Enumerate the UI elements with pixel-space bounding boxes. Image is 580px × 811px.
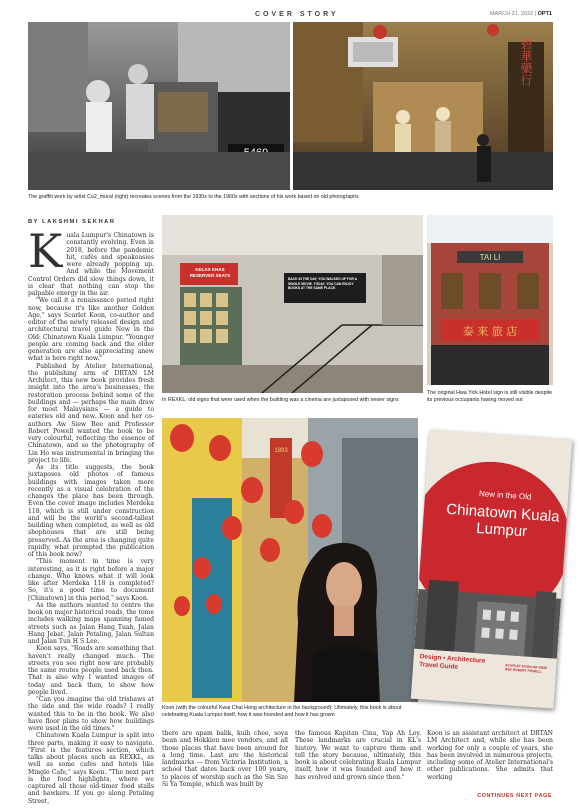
issue-date: MARCH 21, 2022 | OPT1 xyxy=(490,11,552,17)
article-column-2 xyxy=(162,730,288,788)
reserved-seats-sign: KELAS KHAS RESERVED SEATS xyxy=(189,267,231,278)
caption-top-photos: The graffiti work by artist Co2_mural (right) recreates scenes from the 1930s to the 1960s with sections of his work based on old photographs xyxy=(28,194,359,200)
paragraph: As the authors wanted to centre the book on major historical roads, the tome includes walking maps spanning famed streets such as Jalan Hang Tuah, Jalan Hang Jebat, Jalan Petaling, Jalan Sultan and Jalan Tun H S Lee. xyxy=(28,601,154,645)
paragraph: "We call it a renaissance period right now, because it's like another Golden Age," says Scarlet Koon, co-author and editor of the newly released design and architectural travel guide New in the Old: Chinatown Kuala Lumpur. "Younger people are coming back and the older generation are also appreciating anew what is here right now." xyxy=(28,297,154,363)
photo-koon-portrait xyxy=(162,418,418,702)
book-tagline: Design • Architecture Travel Guide xyxy=(418,653,486,671)
page-number: OPT1 xyxy=(537,11,552,17)
photo-rexkl-image xyxy=(162,215,423,393)
book-cover xyxy=(411,429,572,708)
paragraph: "This moment in time is very interesting, as it is right before a major change. Who knows what it will look like after Merdeka 118 is completed? So, it's a good time to document [Chinatown] in this period," says Koon. xyxy=(28,558,154,602)
paragraph: Koon says, "Roads are something that haven't really changed much. The streets you see right now are probably the same routes people used back then. That is also why I wanted images of today and back then, to show how people lived. xyxy=(28,645,154,696)
photo-hwa-yick-hotel xyxy=(427,215,553,385)
paragraph-text: uala Lumpur's Chinatown is constantly evolving. Even in 2018, before the pandemic hit, cafés and speakeasies were already popping up. And while the Movement Control Orders did slow things down, it is clear that nothing can stop the palpable energy in the air. xyxy=(28,232,154,297)
caption-hotel: The original Hwa Yick Hotel sign is still visible despite its previous occupants having moved out xyxy=(427,390,553,403)
caption-rexkl: In REXKL, old signs that were used when the building was a cinema are juxtaposed with newer signs xyxy=(162,397,399,403)
book-authors: SCARLET KOON AW SIEW BEE ROBERT POWELL xyxy=(504,663,548,674)
book-subtitle: New in the Old xyxy=(478,488,532,502)
continues-next-page: CONTINUES NEXT PAGE xyxy=(477,793,552,799)
paragraph: the famous Kapitan Cina, Yap Ah Loy. These landmarks are crucial in KL's history. We want to capture them and tell the story because, ultimately, this book is about celebrating Kuala Lumpur itself, how it was founded and how it has evolved and grown since then." xyxy=(295,730,421,781)
paragraph: there are apam balik, kuih chee, soya bean and Hokkien mee vendors, and all those places that have been around for a long time. Last are the historical landmarks — from Victoria Institution, a school that dates back over 100 years, to places of worship such as the Sin Sze Si Ya Temple, which was built by xyxy=(162,730,288,788)
photo-hotel-image xyxy=(427,215,553,385)
date-text: MARCH 21, 2022 xyxy=(490,11,534,17)
article-column-3 xyxy=(295,730,421,781)
cinema-history-sign: BACK IN THE DAY, YOU WALKED UP FOR A SINGLE MOVIE. TODAY, YOU CAN ENJOY BOOKS AT THE SAME PLACE. xyxy=(288,277,357,291)
photo-bw-street-image xyxy=(28,22,290,190)
book-title: Chinatown Kuala Lumpur xyxy=(445,500,561,541)
article-column-1 xyxy=(28,224,154,805)
photo-bw-street xyxy=(28,22,290,190)
paragraph: Published by Atelier International, the publishing arm of DRTAN LM Architect, this new book provides fresh insight into the area's businesses, the restoration process behind some of the buildings and — perhaps the main draw for most Malaysians — a guide to eateries old and new. Koon and her co-authors Aw Siew Bee and Professor Robert Powell wanted the book to be very colourful, reflecting the essence of Chinatown, and so the photography of Lin Ho was instrumental in bringing the project to life. xyxy=(28,362,154,464)
article-column-4 xyxy=(427,730,553,781)
mural-chinese-sign: 碧華藥行 xyxy=(519,38,533,86)
hotel-chinese-sign: 泰 來 旅 店 xyxy=(462,325,518,338)
photo-mural xyxy=(293,22,553,190)
paragraph: Chinatown Kuala Lumpur is split into three parts, making it easy to navigate. "First is the features section, which talks about places such as REXKL, as well as some cafés and hotels like Mingle Cafe," says Koon. "The next part is the food highlights, where we captured all those old-timer food stalls and hawkers. If you go along Petaling Street, xyxy=(28,732,154,805)
photo-mural-image xyxy=(293,22,553,190)
paragraph xyxy=(28,224,154,297)
paragraph: As its title suggests, the book juxtaposes old photos of famous buildings with images taken more recently as a visual celebration of the changes the place has been through. Even the cover image includes Merdeka 118, which is still under construction and will be the world's second-tallest building when completed, as well as old shophouses that are still being preserved. As the area is changing quite rapidly, what prompted the publication of this book now? xyxy=(28,464,154,558)
section-label: COVER STORY xyxy=(255,11,339,18)
paragraph: Koon is an assistant architect at DRTAN LM Architect and, while she has been working for only a couple of years, she has been involved in numerous projects, including some of Atelier International's other publications. She admits that working xyxy=(427,730,553,781)
lantern-sign-text: 1893 xyxy=(274,448,288,454)
drop-cap: K xyxy=(28,224,63,278)
paragraph: "Can you imagine the old trishaws at the side and the wide roads? I really wanted this to be in the book. We also have floor plans to show how buildings were used in the old times." xyxy=(28,696,154,732)
photo-rexkl-signs xyxy=(162,215,423,393)
byline: BY LAKSHMI SEKHAR xyxy=(28,219,116,225)
book-cover-buildings xyxy=(414,579,562,659)
photo-koon-image xyxy=(162,418,418,702)
caption-koon: Koon (with the colourful Kwai Chai Hong architecture in the background): Ultimately, this book is about celebrating Kuala Lumpur itself, how it was founded and how it has grown xyxy=(162,705,402,718)
hotel-sign-text: TAI LI xyxy=(479,253,501,262)
